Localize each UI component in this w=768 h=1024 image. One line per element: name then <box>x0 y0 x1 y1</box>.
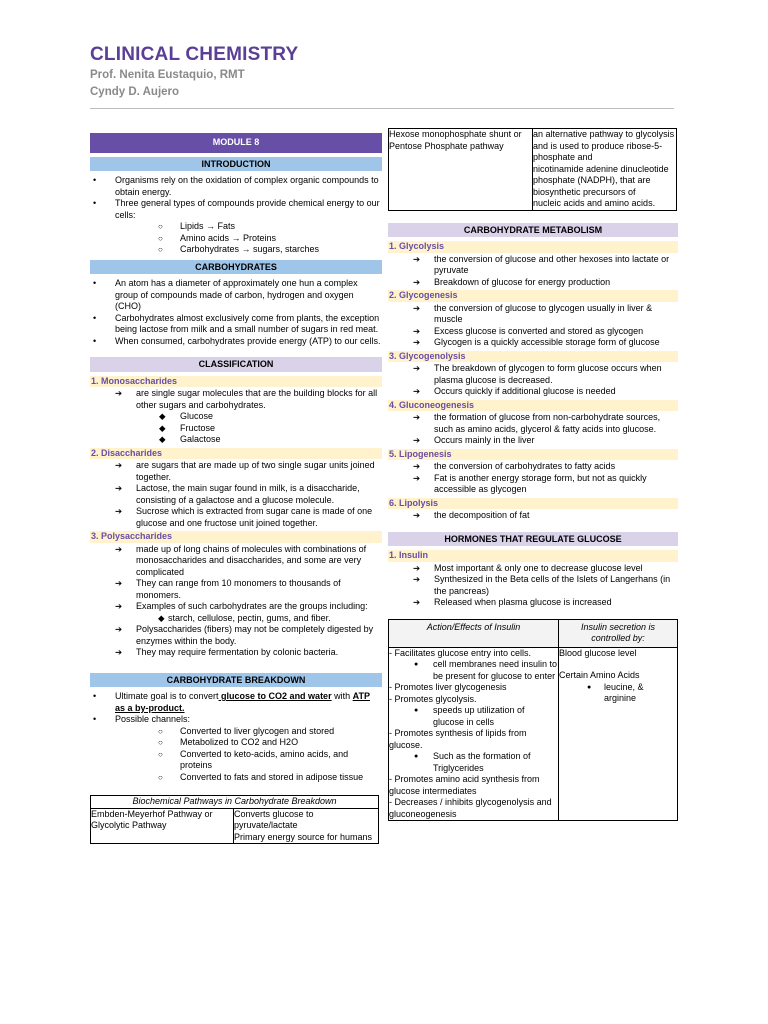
list-item: ➔ the formation of glucose from non-carbohydrate sources, such as amino acids, glycerol & fatty acids into glucose. <box>388 412 678 435</box>
hormones-heading: HORMONES THAT REGULATE GLUCOSE <box>388 532 678 547</box>
list-item: ➔ the decomposition of fat <box>388 510 678 522</box>
cell-text: Hexose monophosphate shunt or <box>389 129 522 139</box>
cell-subitem: ● speeds up utilization of glucose in cells <box>389 705 558 728</box>
list-item: ➔ Fat is another energy storage form, but not as quickly accessible as glycogen <box>388 473 678 496</box>
gluconeogenesis-list <box>388 412 678 447</box>
table-cell: Embden-Meyerhof Pathway or Glycolytic Pathway <box>91 808 234 844</box>
cell-text: - Promotes amino acid synthesis from glucose intermediates <box>389 774 540 796</box>
list-item: ➔ the conversion of glucose to glycogen usually in liver & muscle <box>388 303 678 326</box>
list-item: • When consumed, carbohydrates provide energy (ATP) to our cells. <box>90 336 382 348</box>
cell-text: Primary energy source for humans <box>234 831 373 842</box>
table-cell <box>389 129 533 211</box>
list-item: • Possible channels: <box>90 714 382 726</box>
hmp-table <box>388 128 677 211</box>
list-item: ➔ the conversion of carbohydrates to fatty acids <box>388 461 678 473</box>
cell-text: - Promotes glycolysis. <box>389 693 477 704</box>
introduction-heading: INTRODUCTION <box>90 157 382 172</box>
list-item <box>90 691 382 714</box>
list-item: • Three general types of compounds provide chemical energy to our cells: <box>90 198 382 221</box>
cell-subitem: ● leucine, & arginine <box>559 682 677 705</box>
list-item: ➔ Most important & only one to decrease glucose level <box>388 563 678 575</box>
glycogenolysis-subheading: 3. Glycogenolysis <box>388 351 678 363</box>
breakdown-goal-text-mid: with <box>331 691 351 701</box>
cell-text: Blood glucose level <box>559 647 637 658</box>
glycolysis-subheading: 1. Glycolysis <box>388 241 678 253</box>
list-item: ○ Lipids → Fats <box>90 221 382 233</box>
column-header-secretion: Insulin secretion is controlled by: <box>559 619 678 647</box>
list-item: ◆ Galactose <box>90 434 382 446</box>
list-item: ➔ the conversion of glucose and other hexoses into lactate or pyruvate <box>388 254 678 277</box>
cell-text: Certain Amino Acids <box>559 670 640 680</box>
list-item: ◆ Glucose <box>90 411 382 423</box>
pathways-table-caption: Biochemical Pathways in Carbohydrate Breakdown <box>91 796 379 809</box>
lipolysis-list <box>388 510 678 522</box>
breakdown-goal-byproduct: ATP as a by-product. <box>115 691 370 713</box>
list-item: ➔ The breakdown of glycogen to form glucose occurs when plasma glucose is decreased. <box>388 363 678 386</box>
monosaccharides-list <box>90 388 382 411</box>
cell-text: - Facilitates glucose entry into cells. <box>389 647 532 658</box>
cell-text: an alternative pathway to glycolysis and is used to produce ribose-5-phosphate and <box>533 129 675 162</box>
list-item: • Organisms rely on the oxidation of complex organic compounds to obtain energy. <box>90 175 382 198</box>
polysaccharides-list-cont <box>90 624 382 659</box>
list-item: ○ Converted to liver glycogen and stored <box>90 726 382 738</box>
list-item: ○ Amino acids → Proteins <box>90 233 382 245</box>
insulin-table <box>388 619 678 822</box>
gluconeogenesis-subheading: 4. Gluconeogenesis <box>388 400 678 412</box>
author-student: Cyndy D. Aujero <box>90 86 180 98</box>
document-header <box>90 44 674 100</box>
monosaccharide-examples <box>90 411 382 446</box>
breakdown-list <box>90 691 382 726</box>
list-item: ➔ Excess glucose is converted and stored as glycogen <box>388 326 678 338</box>
breakdown-goal-text: Ultimate goal is to convert <box>115 691 219 701</box>
breakdown-heading: CARBOHYDRATE BREAKDOWN <box>90 673 382 688</box>
cell-text: - Promotes liver glycogenesis <box>389 682 507 692</box>
list-item: ➔ Examples of such carbohydrates are the groups including: <box>90 601 382 613</box>
lipogenesis-list <box>388 461 678 496</box>
module-heading: MODULE 8 <box>90 133 382 153</box>
list-item: • An atom has a diameter of approximately one hun a complex group of compounds made of carbon, hydrogen and oxygen (CHO) <box>90 278 382 313</box>
list-item: ➔ They can range from 10 monomers to thousands of monomers. <box>90 578 382 601</box>
glycogenolysis-list <box>388 363 678 398</box>
list-item: ◆ starch, cellulose, pectin, gums, and fiber. <box>90 613 382 625</box>
list-item: ➔ Lactose, the main sugar found in milk, is a disaccharide, consisting of a galactose and a glucose molecule. <box>90 483 382 506</box>
table-cell <box>559 647 678 821</box>
introduction-list <box>90 175 382 221</box>
table-row <box>389 129 677 211</box>
cell-subitem: ● cell membranes need insulin to be present for glucose to enter <box>389 659 558 682</box>
document-title: CLINICAL CHEMISTRY <box>90 44 299 65</box>
metabolism-heading: CARBOHYDRATE METABOLISM <box>388 223 678 238</box>
breakdown-goal-emphasis: glucose to CO2 and water <box>218 691 332 701</box>
list-item: ○ Converted to keto-acids, amino acids, and proteins <box>90 749 382 772</box>
pathways-table <box>90 795 379 844</box>
column-header-effects: Action/Effects of Insulin <box>389 619 559 647</box>
table-row <box>91 808 379 844</box>
list-item: ○ Converted to fats and stored in adipose tissue <box>90 772 382 784</box>
list-item: ○ Metabolized to CO2 and H2O <box>90 737 382 749</box>
table-cell <box>234 808 379 844</box>
lipolysis-subheading: 6. Lipolysis <box>388 498 678 510</box>
table-header-row <box>389 619 678 647</box>
list-item: ◆ Fructose <box>90 423 382 435</box>
list-item: ➔ Synthesized in the Beta cells of the Islets of Langerhans (in the pancreas) <box>388 574 678 597</box>
polysaccharides-subheading: 3. Polysaccharides <box>90 531 382 543</box>
list-item: ➔ made up of long chains of molecules with combinations of monosaccharides and disaccharides, and some are very complicated <box>90 544 382 579</box>
list-item: ➔ are single sugar molecules that are the building blocks for all other sugars and carbohydrates. <box>90 388 382 411</box>
cell-subitem: ● Such as the formation of Triglycerides <box>389 751 558 774</box>
disaccharides-subheading: 2. Disaccharides <box>90 448 382 460</box>
author-professor: Prof. Nenita Eustaquio, RMT <box>90 69 245 81</box>
list-item: ➔ They may require fermentation by colonic bacteria. <box>90 647 382 659</box>
list-item: ➔ Sucrose which is extracted from sugar cane is made of one glucose and one fructose unit joined together. <box>90 506 382 529</box>
list-item: ➔ are sugars that are made up of two single sugar units joined together. <box>90 460 382 483</box>
monosaccharides-subheading: 1. Monosaccharides <box>90 376 382 388</box>
cell-text: - Promotes synthesis of lipids from glucose. <box>389 728 527 750</box>
list-item: ➔ Occurs quickly if additional glucose is needed <box>388 386 678 398</box>
right-column <box>388 128 678 821</box>
cell-text: nicotinamide adenine dinucleotide phosphate (NADPH), that are biosynthetic precursors of <box>533 163 669 197</box>
list-item: ➔ Occurs mainly in the liver <box>388 435 678 447</box>
list-item: ➔ Released when plasma glucose is increased <box>388 597 678 609</box>
breakdown-channels <box>90 726 382 784</box>
list-item: ➔ Glycogen is a quickly accessible storage form of glucose <box>388 337 678 349</box>
header-divider <box>90 108 674 109</box>
cell-text: nucleic acids and amino acids. <box>533 198 656 208</box>
insulin-subheading: 1. Insulin <box>388 550 678 562</box>
table-row <box>389 647 678 821</box>
cell-text: Pentose Phosphate pathway <box>389 140 504 151</box>
compound-types-list <box>90 221 382 256</box>
list-item: ➔ Breakdown of glucose for energy production <box>388 277 678 289</box>
lipogenesis-subheading: 5. Lipogenesis <box>388 449 678 461</box>
classification-heading: CLASSIFICATION <box>90 357 382 372</box>
polysaccharide-examples <box>90 613 382 625</box>
disaccharides-list <box>90 460 382 529</box>
table-cell <box>389 647 559 821</box>
table-cell <box>533 129 677 211</box>
glycogenesis-list <box>388 303 678 349</box>
cell-text: Converts glucose to pyruvate/lactate <box>234 808 314 830</box>
carbohydrates-list <box>90 278 382 347</box>
carbohydrates-heading: CARBOHYDRATES <box>90 260 382 275</box>
cell-text: - Decreases / inhibits glycogenolysis and gluconeogenesis <box>389 797 552 819</box>
insulin-list <box>388 563 678 609</box>
left-column <box>90 133 382 844</box>
list-item: ➔ Polysaccharides (fibers) may not be completely digested by enzymes within the body. <box>90 624 382 647</box>
polysaccharides-list <box>90 544 382 613</box>
glycogenesis-subheading: 2. Glycogenesis <box>388 290 678 302</box>
list-item: ○ Carbohydrates → sugars, starches <box>90 244 382 256</box>
list-item: • Carbohydrates almost exclusively come from plants, the exception being lactose from milk and a small number of sugars in red meat. <box>90 313 382 336</box>
glycolysis-list <box>388 254 678 289</box>
